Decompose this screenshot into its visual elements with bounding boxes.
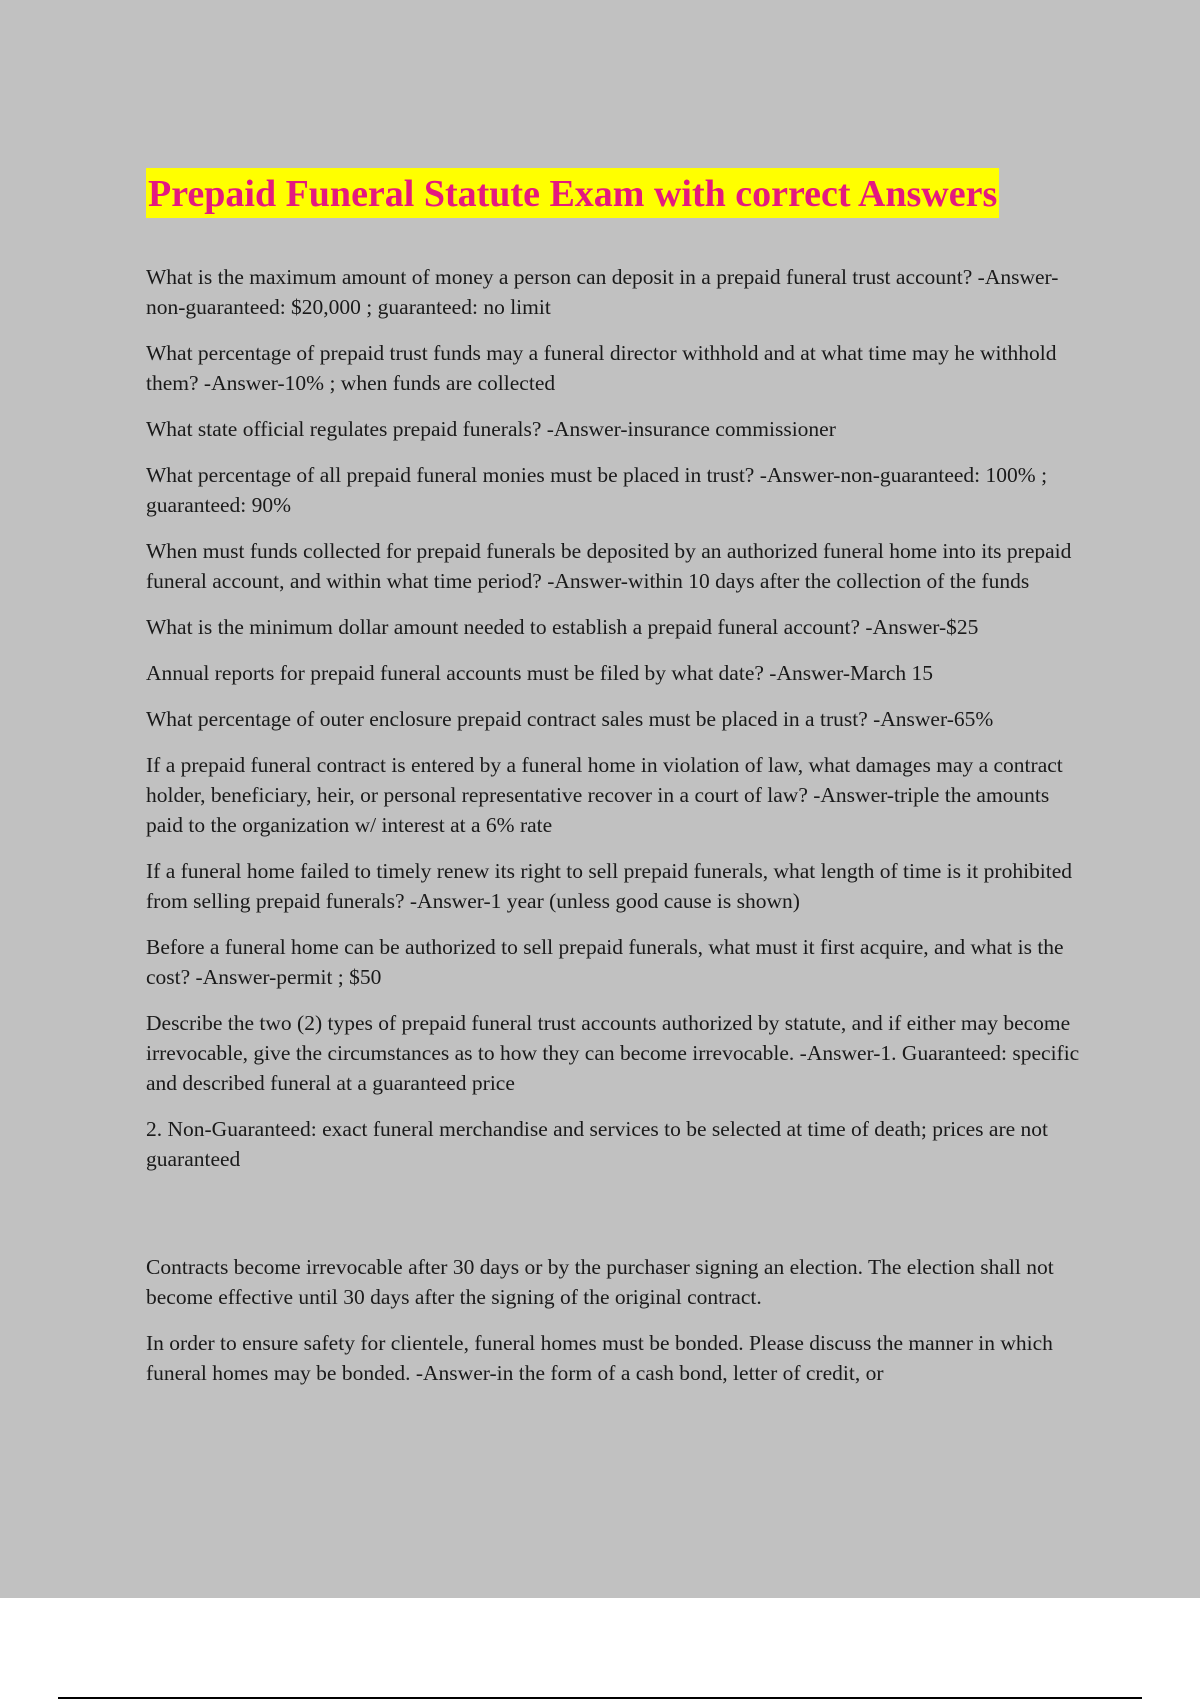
paragraph-8: What percentage of outer enclosure prepaid contract sales must be placed in a trust? -Answer-65% <box>146 707 994 731</box>
paragraph-11: Before a funeral home can be authorized to sell prepaid funerals, what must it first acquire, and what is the cost? -Answer-permit ; $50 <box>146 935 1064 989</box>
paragraph-10: If a funeral home failed to timely renew its right to sell prepaid funerals, what length of time is it prohibited from selling prepaid funerals? -Answer-1 year (unless good cause is shown) <box>146 859 1073 913</box>
paragraph-3: What state official regulates prepaid funerals? -Answer-insurance commissioner <box>146 417 836 441</box>
paragraph-13: 2. Non-Guaranteed: exact funeral merchandise and services to be selected at time of death; prices are not guaranteed <box>146 1117 1049 1171</box>
paragraph-2: What percentage of prepaid trust funds may a funeral director withhold and at what time may he withhold them? -Answer-10% ; when funds are collected <box>146 341 1057 395</box>
qa-list <box>146 262 1091 1388</box>
document-title: Prepaid Funeral Statute Exam with correct Answers <box>148 173 998 215</box>
paragraph-9: If a prepaid funeral contract is entered by a funeral home in violation of law, what damages may a contract holder, beneficiary, heir, or personal representative recover in a court of law? -Answer-triple the amounts paid to the organization w/ interest at a 6% rate <box>146 753 1063 837</box>
paragraph-4: What percentage of all prepaid funeral monies must be placed in trust? -Answer-non-guaranteed: 100% ; guaranteed: 90% <box>146 463 1048 517</box>
paragraph-15: In order to ensure safety for clientele, funeral homes must be bonded. Please discuss the manner in which funeral homes may be bonded. -Answer-in the form of a cash bond, letter of credit, or <box>146 1331 1053 1385</box>
document-content <box>146 168 1091 1404</box>
paragraph-6: What is the minimum dollar amount needed to establish a prepaid funeral account? -Answer-$25 <box>146 615 979 639</box>
paragraph-12: Describe the two (2) types of prepaid funeral trust accounts authorized by statute, and if either may become irrevocable, give the circumstances as to how they can become irrevocable. -Answer-1. Guaranteed: specific and described funeral at a guaranteed price <box>146 1011 1080 1095</box>
paragraph-1: What is the maximum amount of money a person can deposit in a prepaid funeral trust account? -Answer-non-guaranteed: $20,000 ; guaranteed: no limit <box>146 265 1059 319</box>
footer-divider <box>58 1697 1142 1699</box>
paragraph-7: Annual reports for prepaid funeral accounts must be filed by what date? -Answer-March 15 <box>146 661 934 685</box>
title-highlight <box>146 168 999 218</box>
paragraph-14: Contracts become irrevocable after 30 days or by the purchaser signing an election. The election shall not become effective until 30 days after the signing of the original contract. <box>146 1255 1054 1309</box>
paragraph-5: When must funds collected for prepaid funerals be deposited by an authorized funeral home into its prepaid funeral account, and within what time period? -Answer-within 10 days after the collection of the funds <box>146 539 1072 593</box>
